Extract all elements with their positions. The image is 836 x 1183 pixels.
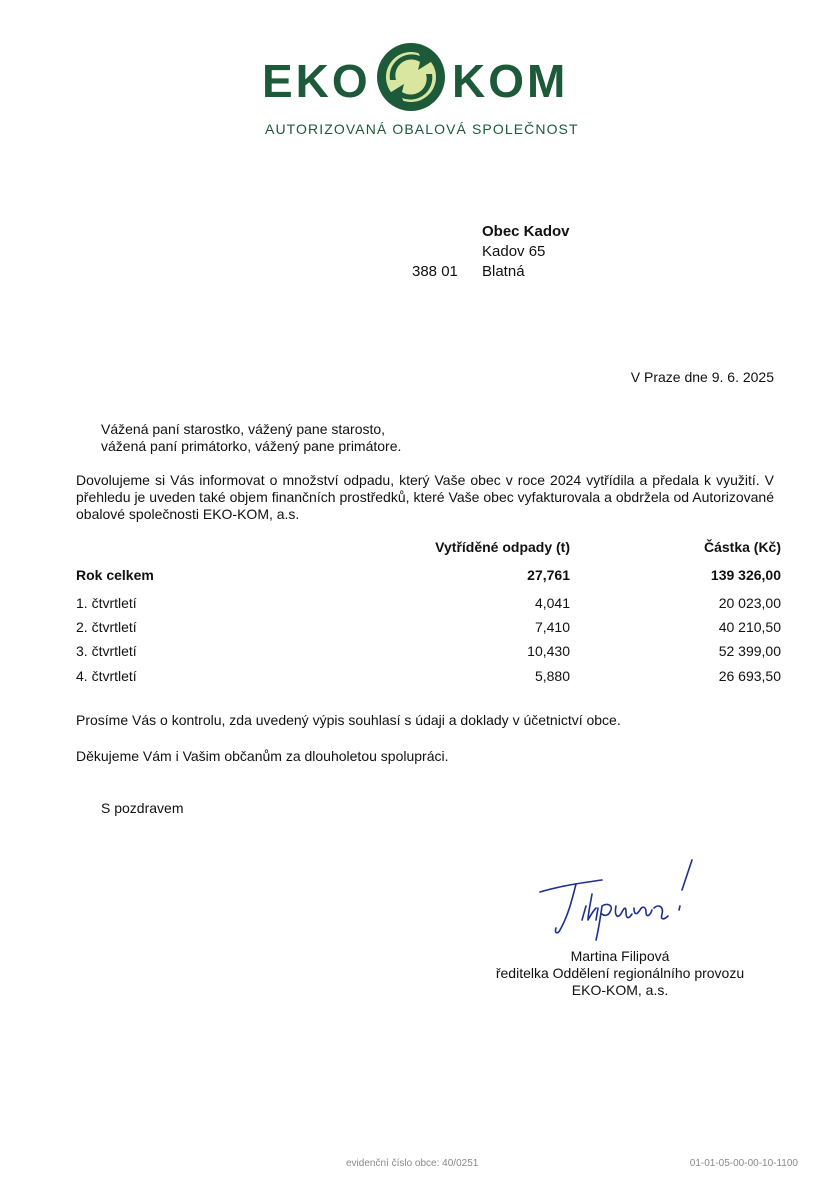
row-waste: 4,041 (534, 595, 570, 611)
header-waste: Vytříděné odpady (t) (435, 539, 570, 555)
row-label: 3. čtvrtletí (76, 643, 137, 659)
signer-company: EKO-KOM, a.s. (571, 982, 669, 998)
row-amount: 52 399,00 (718, 643, 781, 659)
row-label: 2. čtvrtletí (76, 619, 137, 635)
row-amount: 26 693,50 (718, 668, 781, 684)
recipient-street: Kadov 65 (482, 243, 546, 260)
signer-name: Martina Filipová (570, 948, 670, 964)
footer-reg-number: evidenční číslo obce: 40/0251 (346, 1158, 479, 1169)
recipient-city: Blatná (482, 263, 525, 280)
handwritten-signature (530, 850, 700, 945)
logo-text-left: EKO (262, 55, 371, 107)
thanks-paragraph: Děkujeme Vám i Vašim občanům za dlouholetou spolupráci. (76, 748, 449, 764)
total-waste: 27,761 (527, 567, 570, 583)
row-waste: 10,430 (527, 643, 570, 659)
logo-text-right: KOM (452, 55, 569, 107)
intro-paragraph: Dovolujeme si Vás informovat o množství odpadu, který Vaše obec v roce 2024 vytřídila a předala k využití. V přehledu je uveden také objem finančních prostředků, které Vaše obec vyfakturovala a obdržela od Autorizované obalové společnosti EKO-KOM, a.s. (76, 472, 774, 522)
footer-doc-code: 01-01-05-00-00-10-1100 (689, 1158, 798, 1169)
check-paragraph: Prosíme Vás o kontrolu, zda uvedený výpis souhlasí s údaji a doklady v účetnictví obce. (76, 712, 621, 728)
total-amount: 139 326,00 (710, 567, 781, 583)
signer-title: ředitelka Oddělení regionálního provozu (495, 965, 745, 981)
row-label: 4. čtvrtletí (76, 668, 137, 684)
logo-tagline: AUTORIZOVANÁ OBALOVÁ SPOLEČNOST (265, 121, 579, 137)
row-waste: 5,880 (534, 668, 570, 684)
recycle-logo-icon (376, 42, 446, 112)
total-label: Rok celkem (76, 567, 154, 583)
salutation-line-1: Vážená paní starostko, vážený pane starosto, (101, 421, 386, 437)
row-amount: 40 210,50 (718, 619, 781, 635)
recipient-name: Obec Kadov (482, 223, 570, 240)
row-amount: 20 023,00 (718, 595, 781, 611)
regards: S pozdravem (101, 800, 184, 816)
row-label: 1. čtvrtletí (76, 595, 137, 611)
date-line: V Praze dne 9. 6. 2025 (630, 369, 774, 385)
header-amount: Částka (Kč) (703, 539, 781, 555)
salutation-line-2: vážená paní primátorko, vážený pane primátore. (101, 438, 402, 454)
recipient-zip: 388 01 (412, 263, 458, 280)
row-waste: 7,410 (534, 619, 570, 635)
